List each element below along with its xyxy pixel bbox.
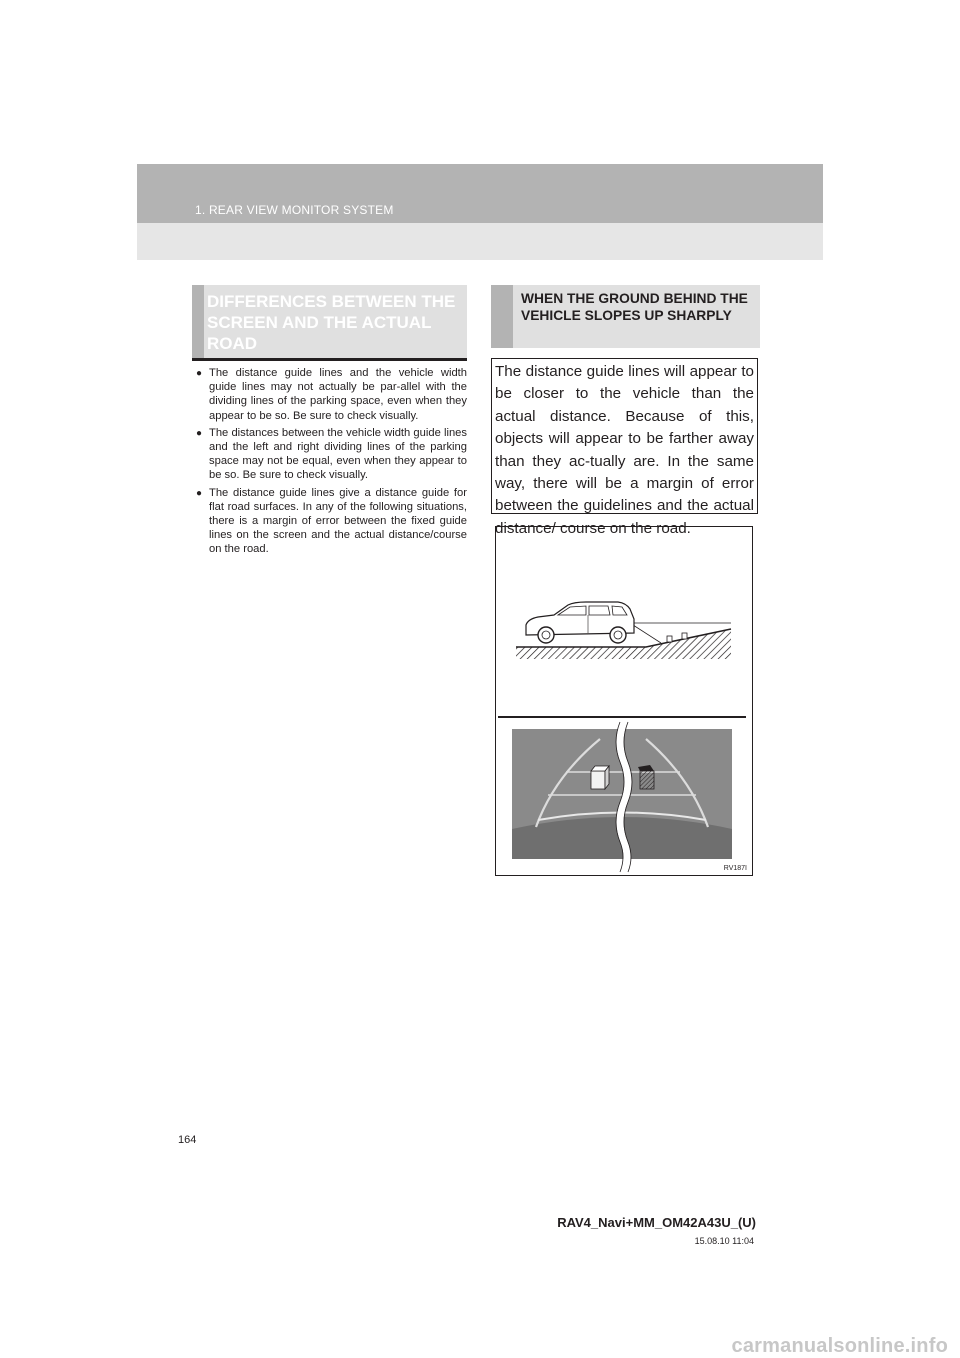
footer-band	[0, 1325, 960, 1358]
bullet-list	[196, 366, 467, 560]
bullet-item	[196, 366, 467, 423]
page-number: 164	[178, 1134, 197, 1146]
figure-code: RV187I	[723, 865, 747, 872]
bullet-icon: ●	[196, 487, 203, 499]
rule-box: The distance guide lines will appear to be closer to the vehicle than the actual distance. Because of this, objects will appear to be farther away than they ac-tually are. In the same way, there will be a margin of error between the guidelines and the actual distance/ course on the road.	[491, 358, 758, 514]
section-title: 1. REAR VIEW MONITOR SYSTEM	[195, 203, 394, 217]
header-band	[137, 164, 823, 260]
bullet-text: The distance guide lines and the vehicle width guide lines may not actually be par-allel with the dividing lines of the parking space, even when they appear to be so. Be sure to check visually.	[209, 367, 467, 422]
slope-illustration	[495, 526, 753, 876]
left-heading-text: DIFFERENCES BETWEEN THE SCREEN AND THE ACTUAL ROAD	[207, 292, 456, 353]
document-id: RAV4_Navi+MM_OM42A43U_(U)	[557, 1215, 756, 1230]
car-silhouette-icon	[526, 602, 634, 643]
bullet-icon: ●	[196, 427, 203, 439]
header-bar	[137, 164, 823, 223]
bullet-item	[196, 426, 467, 483]
bullet-icon: ●	[196, 368, 203, 379]
watermark: carmanualsonline.info	[731, 1335, 948, 1357]
document-date: 15.08.10 11:04	[694, 1236, 754, 1246]
bullet-text: The distances between the vehicle width guide lines and the left and right dividing lines of the parking space may not be equal, even when they appear to be so. Be sure to check visually.	[209, 426, 467, 482]
bullet-item	[196, 486, 467, 557]
right-heading-text: WHEN THE GROUND BEHIND THE VEHICLE SLOPES UP SHARPLY	[521, 291, 748, 323]
camera-screen	[512, 722, 732, 872]
heading-tab	[491, 285, 513, 348]
bullet-text: The distance guide lines give a distance guide for flat road surfaces. In any of the following situations, there is a margin of error between the fixed guide lines on the screen and the actual distance/course on the road.	[209, 486, 467, 556]
right-section-heading	[491, 285, 760, 348]
heading-tab	[192, 285, 204, 358]
illustration-svg	[496, 527, 754, 877]
left-section-heading	[192, 285, 467, 361]
